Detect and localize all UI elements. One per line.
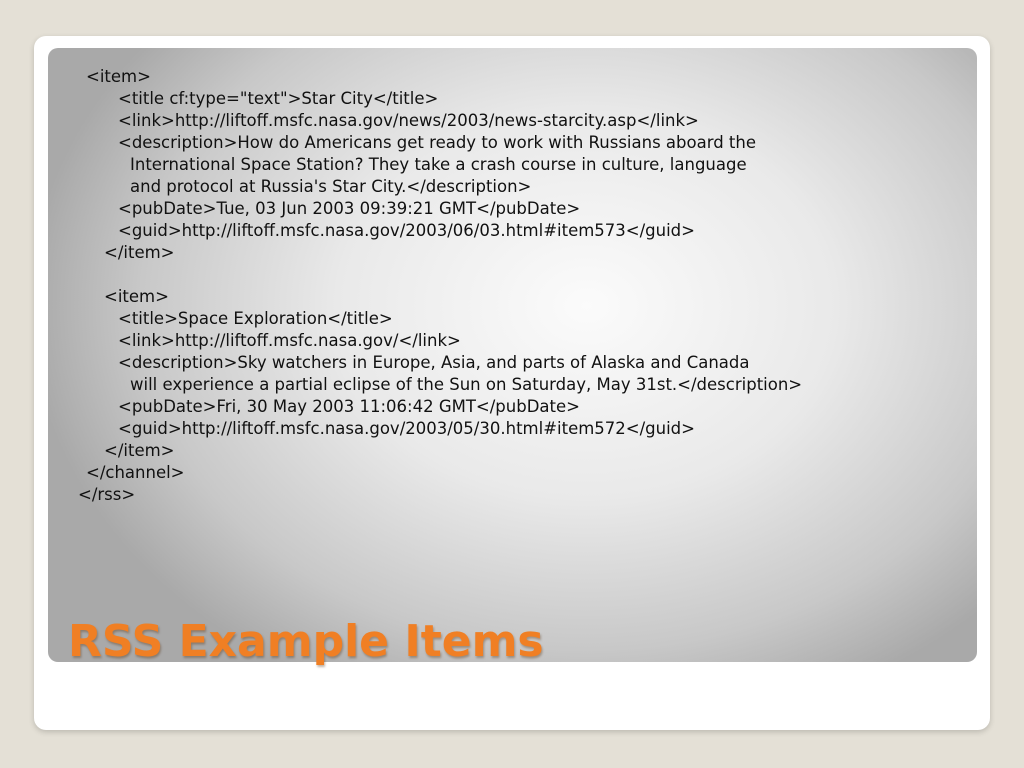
code-line: <pubDate>Tue, 03 Jun 2003 09:39:21 GMT</pubDate> — [118, 199, 581, 218]
code-line: </item> — [104, 441, 175, 460]
code-line: <link>http://liftoff.msfc.nasa.gov/</link> — [118, 331, 461, 350]
slide-title: RSS Example Items — [68, 616, 544, 667]
code-line: will experience a partial eclipse of the Sun on Saturday, May 31st.</description> — [130, 375, 803, 394]
code-line: <guid>http://liftoff.msfc.nasa.gov/2003/06/03.html#item573</guid> — [118, 221, 695, 240]
code-line: <guid>http://liftoff.msfc.nasa.gov/2003/05/30.html#item572</guid> — [118, 419, 695, 438]
code-line: <item> — [86, 67, 151, 86]
code-line: <description>Sky watchers in Europe, Asia, and parts of Alaska and Canada — [118, 353, 750, 372]
code-line: <description>How do Americans get ready to work with Russians aboard the — [118, 133, 756, 152]
code-line: <title>Space Exploration</title> — [118, 309, 393, 328]
code-line: and protocol at Russia's Star City.</description> — [130, 177, 532, 196]
code-line: <pubDate>Fri, 30 May 2003 11:06:42 GMT</pubDate> — [118, 397, 580, 416]
code-line: <title cf:type="text">Star City</title> — [118, 89, 439, 108]
code-line: <item> — [104, 287, 169, 306]
code-line: International Space Station? They take a crash course in culture, language — [130, 155, 747, 174]
code-line: </rss> — [78, 485, 136, 504]
code-line: </item> — [104, 243, 175, 262]
code-line: <link>http://liftoff.msfc.nasa.gov/news/2003/news-starcity.asp</link> — [118, 111, 699, 130]
code-line: </channel> — [86, 463, 185, 482]
